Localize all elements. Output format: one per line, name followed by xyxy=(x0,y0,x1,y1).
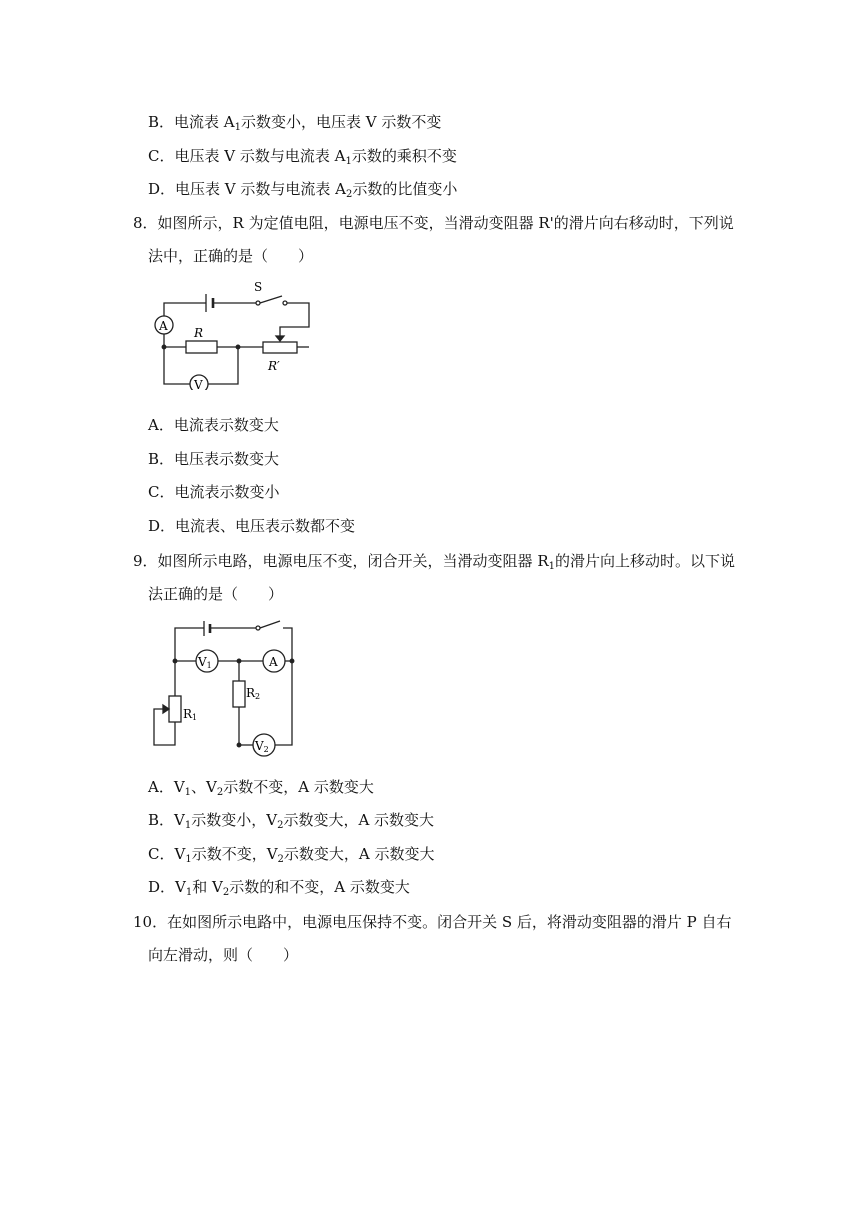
q9-label-ammeter: A xyxy=(269,655,278,669)
q9-option-d-text-2: 和 V xyxy=(192,878,223,896)
q9-label-r1 xyxy=(183,707,197,722)
q7-option-d-text: D．电压表 V 示数与电流表 A xyxy=(148,180,346,198)
q9-label-v2-sub: 2 xyxy=(263,745,269,754)
q9-option-a-text: A．V xyxy=(148,778,185,796)
q9-stem-line-2: 法正确的是（ ） xyxy=(148,585,284,603)
q9-option-d xyxy=(148,877,410,897)
q8-option-b: B．电压表示数变大 xyxy=(148,450,280,468)
q9-option-a-sub-2: 2 xyxy=(216,787,224,798)
q9-label-v2 xyxy=(254,739,269,754)
q8-stem-line-2: 法中，正确的是（ ） xyxy=(148,247,314,265)
q9-circuit-diagram xyxy=(148,618,298,758)
q7-option-c-text-2: 示数的乘积不变 xyxy=(351,147,457,165)
q9-label-r2 xyxy=(246,686,260,701)
q9-option-a-text-2: 、V xyxy=(191,778,217,796)
q9-label-v1-sub: 1 xyxy=(206,661,212,670)
q9-option-c-text-2: 示数不变，V xyxy=(191,845,278,863)
q9-option-b xyxy=(148,810,434,830)
q9-label-v1 xyxy=(197,655,212,670)
q8-label-voltmeter: V xyxy=(194,378,203,390)
q10-stem-line-2: 向左滑动，则（ ） xyxy=(148,946,299,964)
q9-label-r1-letter: R xyxy=(183,707,193,721)
q9-option-c-text-3: 示数变大，A 示数变大 xyxy=(283,845,435,863)
q9-stem-sub: 1 xyxy=(548,561,555,572)
q9-stem-text: 9．如图所示电路，电源电压不变，闭合开关，当滑动变阻器 R xyxy=(133,552,549,570)
q9-label-r2-letter: R xyxy=(246,686,256,700)
q9-stem-text-2: 的滑片向上移动时。以下说 xyxy=(554,552,735,570)
q9-option-d-sub-2: 2 xyxy=(222,887,230,898)
q9-option-b-sub: 1 xyxy=(184,820,192,831)
q9-option-a xyxy=(148,777,374,797)
q9-option-b-text-2: 示数变小，V xyxy=(191,811,278,829)
q9-label-v2-letter: V xyxy=(255,739,264,753)
q7-option-b-sub: 1 xyxy=(234,122,241,133)
q9-option-a-text-3: 示数不变，A 示数变大 xyxy=(223,778,374,796)
q9-option-c xyxy=(148,844,435,864)
q10-stem-line-1: 10．在如图所示电路中，电源电压保持不变。闭合开关 S 后，将滑动变阻器的滑片 P 自右 xyxy=(133,913,732,931)
q9-option-b-sub-2: 2 xyxy=(277,820,284,831)
q9-option-a-sub: 1 xyxy=(184,787,192,798)
q8-option-c: C．电流表示数变小 xyxy=(148,483,280,501)
q9-option-d-sub: 1 xyxy=(185,887,193,898)
q9-label-r1-sub: 1 xyxy=(192,713,198,722)
q9-label-r2-sub: 2 xyxy=(255,692,261,701)
q9-option-b-text: B．V xyxy=(148,811,185,829)
q9-option-d-text-3: 示数的和不变，A 示数变大 xyxy=(229,878,410,896)
q7-option-b-text: B．电流表 A xyxy=(148,113,235,131)
q7-option-c-sub: 1 xyxy=(345,156,352,167)
q8-circuit-diagram xyxy=(145,282,325,390)
q8-stem-line-1: 8．如图所示，R 为定值电阻，电源电压不变，当滑动变阻器 R'的滑片向右移动时，下列说 xyxy=(133,214,734,232)
q8-label-resistor: R xyxy=(194,326,204,340)
q8-label-rheostat: R′ xyxy=(268,359,280,373)
q8-option-a: A．电流表示数变大 xyxy=(148,416,279,434)
q8-option-d: D．电流表、电压表示数都不变 xyxy=(148,517,356,535)
q9-option-d-text: D．V xyxy=(148,878,186,896)
q7-option-c-text: C．电压表 V 示数与电流表 A xyxy=(148,147,346,165)
q9-stem-line-1 xyxy=(133,551,735,571)
q9-option-b-text-3: 示数变大，A 示数变大 xyxy=(283,811,435,829)
q8-label-switch: S xyxy=(254,282,263,294)
q7-option-c xyxy=(148,146,457,166)
q7-option-d-text-2: 示数的比值变小 xyxy=(352,180,458,198)
q7-option-d-sub: 2 xyxy=(346,189,353,200)
q7-option-d xyxy=(148,179,457,199)
q9-label-v1-letter: V xyxy=(198,655,207,669)
q8-label-ammeter: A xyxy=(159,319,168,333)
q9-option-c-sub-2: 2 xyxy=(277,854,284,865)
q9-option-c-text: C．V xyxy=(148,845,186,863)
q7-option-b xyxy=(148,112,441,132)
q7-option-b-text-2: 示数变小，电压表 V 示数不变 xyxy=(241,113,442,131)
q9-option-c-sub: 1 xyxy=(185,854,192,865)
